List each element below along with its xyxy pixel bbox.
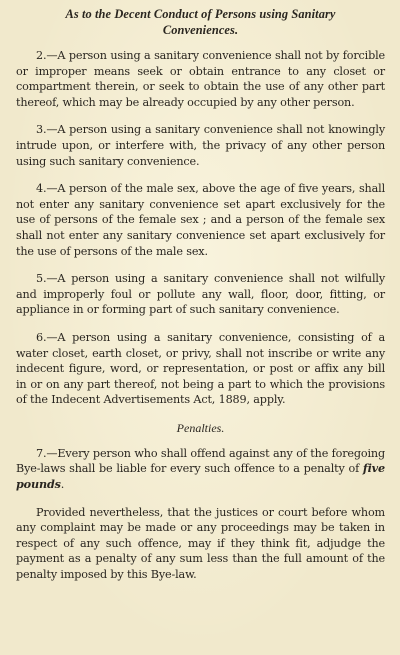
proviso-paragraph: Provided nevertheless, that the justices or court before whom any complaint may be made or any proceedings may be taken in respect of any such offence, may if they think fit, adjudge the payment as a penalty of any sum less than the full amount of the penalty imposed by this Bye-law. [16, 505, 385, 582]
bye-law-paragraph-4: 4.—A person of the male sex, above the age of five years, shall not enter any sanitary convenience set apart exclusively for the use of persons of the female sex ; and a person of the female sex shall not enter any sanitary convenience set apart exclusively for the use of persons of the male sex. [16, 182, 385, 258]
bye-law-paragraph-3: 3.—A person using a sanitary convenience shall not knowingly intrude upon, or interfere with, the privacy of any other person using such sanitary convenience. [16, 123, 385, 168]
penalties-subheading: Penalties. [176, 420, 225, 435]
paragraph-7-end: . [60, 478, 65, 492]
section-heading-line-1: As to the Decent Conduct of Persons using Sanitary [65, 7, 336, 21]
section-heading-line-2: Conveniences. [162, 23, 239, 37]
section-heading [16, 6, 385, 38]
bye-law-paragraph-2: 2.—A person using a sanitary convenience shall not by forcible or improper means seek or obtain entrance to any closet or compartment therein, or seek to obtain the use of any other part thereof, which may be already occupied by any other person. [16, 49, 385, 109]
paragraph-7-text: 7.—Every person who shall offend against any of the foregoing Bye-laws shall be liable for every such offence to a penalty of [16, 446, 385, 476]
bye-law-paragraph-7 [16, 446, 385, 493]
bye-law-paragraph-5: 5.—A person using a sanitary convenience shall not wilfully and improperly foul or pollute any wall, floor, door, fitting, or appliance in or forming part of such sanitary convenience. [16, 272, 385, 317]
bye-law-paragraph-6: 6.—A person using a sanitary convenience, consisting of a water closet, earth closet, or privy, shall not inscribe or write any indecent figure, word, or representation, or post or affix any bill in or on any part thereof, not being a part to which the provisions of the Indecent Advertisements Act, 1889, apply. [16, 330, 385, 407]
penalty-amount: five pounds [16, 461, 385, 492]
